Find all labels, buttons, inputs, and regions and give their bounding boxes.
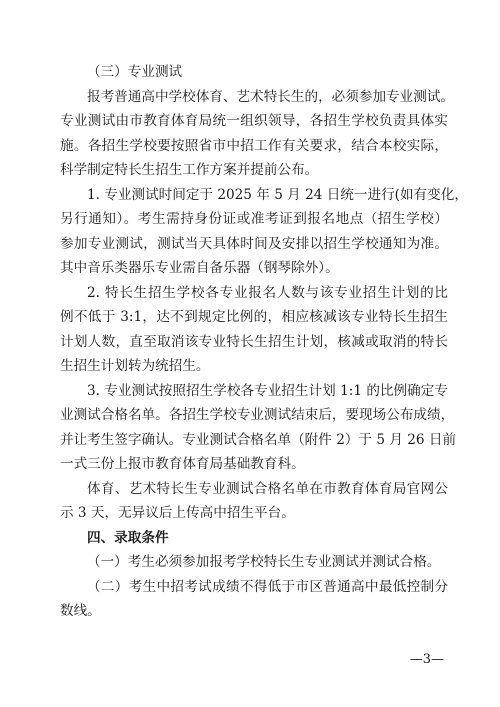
section-heading: 四、录取条件 (87, 529, 169, 546)
paragraph-line: 生招生计划转为统招生。 (60, 358, 210, 374)
paragraph-line: 另行通知）。考生需持身份证或准考证到报名地点（招生学校） (60, 211, 448, 227)
paragraph-line: 3. 专业测试按照招生学校各专业招生计划 1:1 的比例确定专 (87, 382, 448, 399)
subsection-heading: （三）专业测试 (87, 64, 183, 80)
paragraph-line: 2. 特长生招生学校各专业报名人数与该专业招生计划的比 (87, 284, 448, 301)
paragraph-line: 体育、艺术特长生专业测试合格名单在市教育体育局官网公 (87, 480, 448, 497)
paragraph-line: （二）考生中招考试成绩不得低于市区普通高中最低控制分 (87, 578, 448, 595)
paragraph-line: 数线。 (60, 603, 101, 619)
paragraph-line: 科学制定特长生招生工作方案并提前公布。 (60, 162, 319, 178)
paragraph-line: 业测试合格名单。各招生学校专业测试结束后，要现场公布成绩， (60, 407, 455, 423)
paragraph-line: 专业测试由市教育体育局统一组织领导，各招生学校负责具体实 (60, 113, 448, 129)
paragraph-line: 一式三份上报市教育体育局基础教育科。 (60, 456, 305, 472)
paragraph-line: 报考普通高中学校体育、艺术特长生的，必须参加专业测试。 (87, 88, 455, 105)
document-body (60, 60, 468, 624)
paragraph-line: 并让考生签字确认。专业测试合格名单（附件 2）于 5 月 26 日前 (60, 431, 457, 448)
paragraph-line: 参加专业测试，测试当天具体时间及安排以招生学校通知为准。 (60, 235, 448, 252)
paragraph-line: 计划人数，直至取消该专业特长生招生计划，核减或取消的特长 (60, 333, 448, 350)
paragraph-line: 施。各招生学校要按照省市中招工作有关要求，结合本校实际， (60, 137, 448, 154)
paragraph-line: 其中音乐类器乐专业需自备乐器（钢琴除外）。 (60, 260, 339, 276)
paragraph-line: 示 3 天，无异议后上传高中招生平台。 (60, 505, 295, 521)
paragraph-line: 1. 专业测试时间定于 2025 年 5 月 24 日统一进行(如有变化， (87, 186, 468, 203)
paragraph-line: （一）考生必须参加报考学校特长生专业测试并测试合格。 (87, 554, 441, 570)
paragraph-line: 例不低于 3:1，达不到规定比例的，相应核减该专业特长生招生 (60, 309, 448, 325)
page-number: —3— (409, 652, 444, 667)
